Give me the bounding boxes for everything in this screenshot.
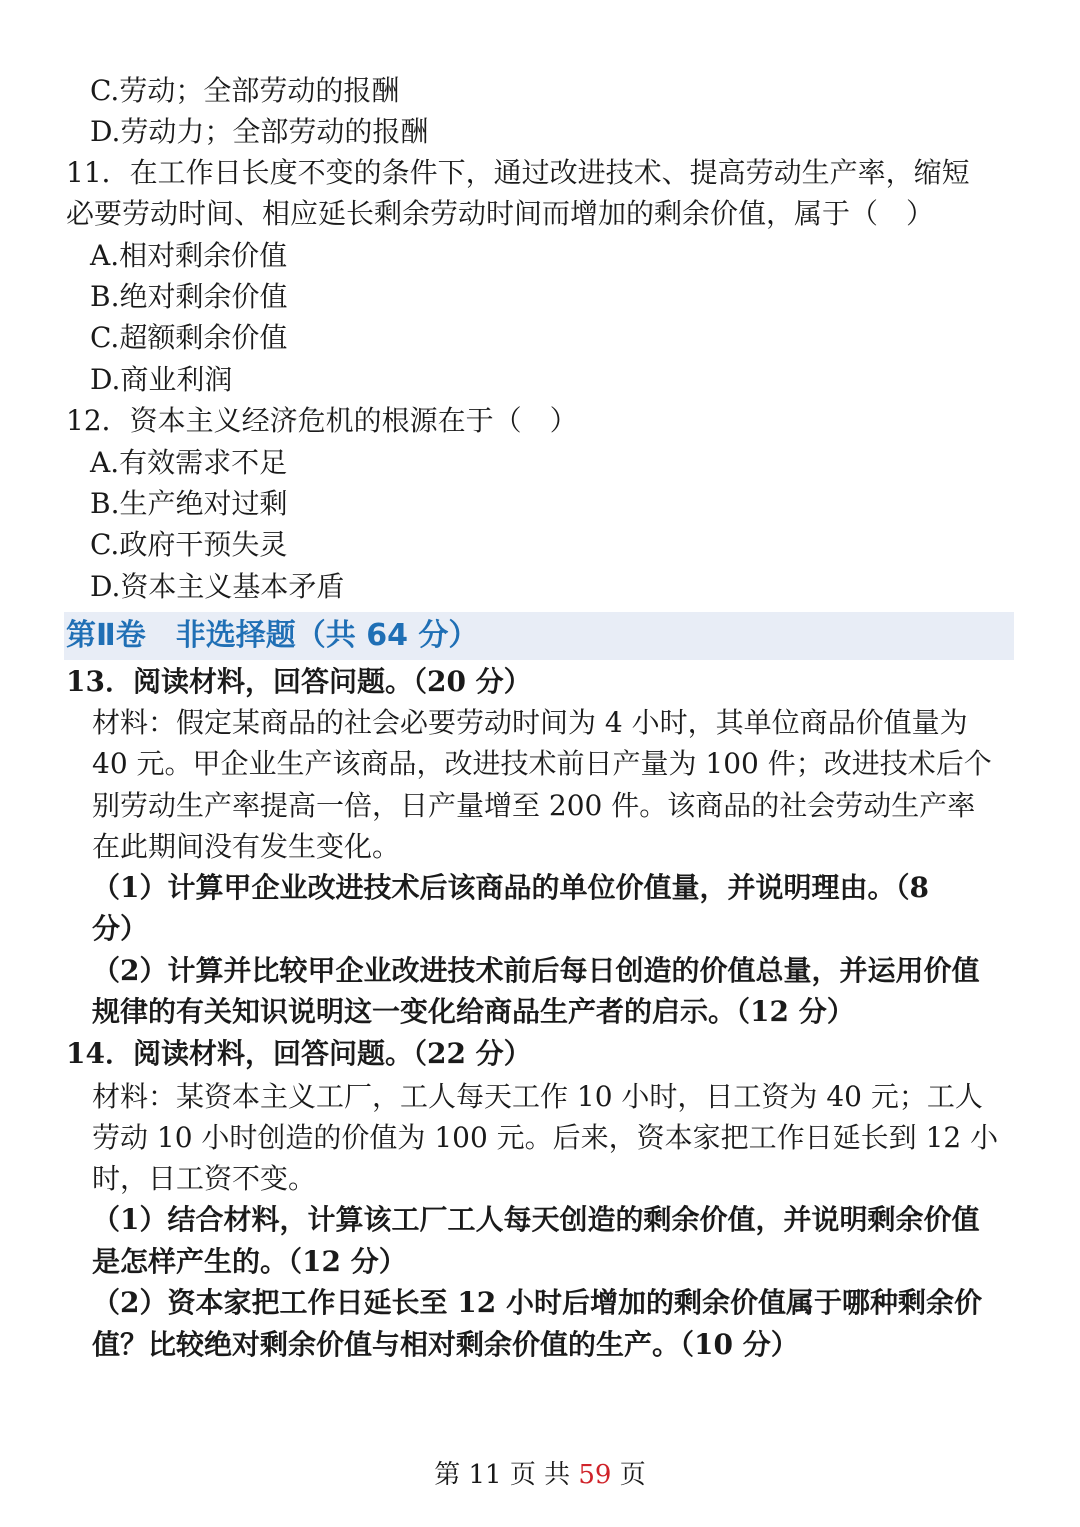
q14-material-line: 时，日工资不变。: [92, 1162, 317, 1195]
q10-option-c: C.劳动；全部劳动的报酬: [90, 74, 400, 107]
footer-total-pages: 59: [578, 1460, 612, 1490]
q11-stem-line1: 11．在工作日长度不变的条件下，通过改进技术、提高劳动生产率，缩短: [66, 156, 970, 189]
q11-option-c: C.超额剩余价值: [90, 321, 288, 354]
q12-option-c: C.政府干预失灵: [90, 528, 288, 561]
q13-subquestion-1-cont: 分）: [92, 912, 149, 945]
q13-stem: 13．阅读材料，回答问题。（20 分）: [66, 665, 532, 698]
q11-option-a: A.相对剩余价值: [90, 239, 288, 272]
q14-material-line: 劳动 10 小时创造的价值为 100 元。后来，资本家把工作日延长到 12 小: [92, 1121, 999, 1154]
q10-option-d: D.劳动力；全部劳动的报酬: [90, 115, 429, 148]
q13-subquestion-2: （2）计算并比较甲企业改进技术前后每日创造的价值总量，并运用价值: [92, 954, 980, 987]
q13-material-line: 在此期间没有发生变化。: [92, 830, 401, 863]
q11-option-d: D.商业利润: [90, 363, 233, 396]
q13-material-line: 40 元。甲企业生产该商品，改进技术前日产量为 100 件；改进技术后个: [92, 747, 992, 780]
page-footer: [0, 1457, 1080, 1493]
q13-material-line: 材料：假定某商品的社会必要劳动时间为 4 小时，其单位商品价值量为: [92, 706, 968, 739]
q14-subquestion-1: （1）结合材料，计算该工厂工人每天创造的剩余价值，并说明剩余价值: [92, 1203, 980, 1236]
q14-subquestion-2: （2）资本家把工作日延长至 12 小时后增加的剩余价值属于哪种剩余价: [92, 1286, 982, 1319]
q11-stem-line2: 必要劳动时间、相应延长剩余劳动时间而增加的剩余价值，属于（ ）: [66, 197, 935, 230]
footer-prefix: 第 11 页 共: [434, 1460, 579, 1490]
q14-subquestion-1-cont: 是怎样产生的。（12 分）: [92, 1245, 407, 1278]
q13-subquestion-2-cont: 规律的有关知识说明这一变化给商品生产者的启示。（12 分）: [92, 995, 855, 1028]
section-heading: 第Ⅱ卷 非选择题（共 64 分）: [66, 618, 479, 653]
q12-option-a: A.有效需求不足: [90, 446, 288, 479]
q12-option-b: B.生产绝对过剩: [90, 487, 288, 520]
q11-option-b: B.绝对剩余价值: [90, 280, 288, 313]
q14-material-line: 材料：某资本主义工厂，工人每天工作 10 小时，日工资为 40 元；工人: [92, 1080, 983, 1113]
q14-subquestion-2-cont: 值？比较绝对剩余价值与相对剩余价值的生产。（10 分）: [92, 1328, 799, 1361]
q14-stem: 14．阅读材料，回答问题。（22 分）: [66, 1037, 532, 1070]
footer-suffix: 页: [611, 1460, 646, 1490]
q12-option-d: D.资本主义基本矛盾: [90, 570, 345, 603]
q13-material-line: 别劳动生产率提高一倍，日产量增至 200 件。该商品的社会劳动生产率: [92, 789, 976, 822]
q12-stem: 12．资本主义经济危机的根源在于（ ）: [66, 404, 578, 437]
q13-subquestion-1: （1）计算甲企业改进技术后该商品的单位价值量，并说明理由。（8: [92, 871, 929, 904]
